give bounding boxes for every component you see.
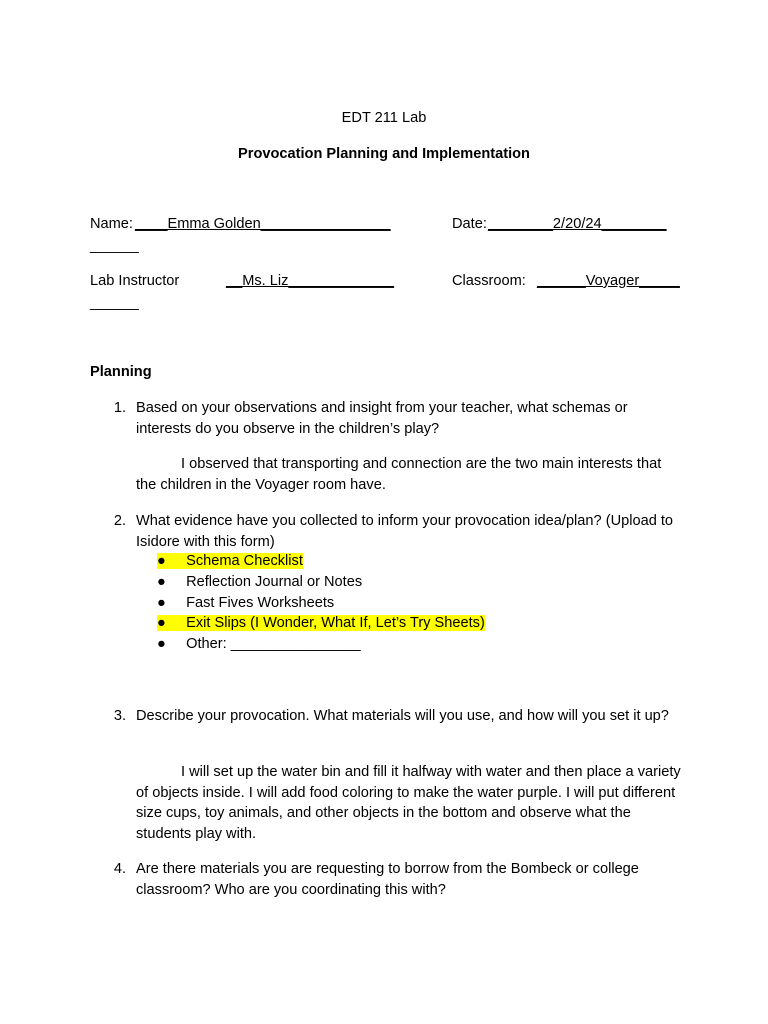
list-item	[157, 593, 334, 614]
bullet-marker: ●	[157, 553, 187, 569]
question-text: What evidence have you collected to inform your provocation idea/plan? (Upload to Isidore with this form)	[136, 513, 674, 550]
instructor-label: Lab Instructor	[90, 273, 180, 289]
bullet-marker: ●	[157, 615, 187, 631]
bullet-text: Fast Fives Worksheets	[186, 595, 335, 611]
bullet-text: Reflection Journal or Notes	[186, 574, 363, 590]
bullet-marker: ●	[157, 574, 187, 590]
list-item	[157, 613, 485, 634]
date-label: Date:	[452, 216, 487, 232]
question-number: 3.	[113, 708, 126, 724]
list-item	[157, 551, 303, 572]
course-title: EDT 211 Lab	[341, 110, 427, 126]
question-text: Based on your observations and insight from your teacher, what schemas or interests do you observe in the children’s play?	[136, 400, 628, 437]
instructor-value: __Ms. Liz_____________	[226, 273, 394, 289]
question-number: 1.	[113, 400, 126, 416]
bullet-marker: ●	[157, 636, 187, 652]
answer-text: I observed that transporting and connection are the two main interests that the children in the Voyager room have.	[136, 456, 662, 493]
section-heading-planning: Planning	[90, 364, 152, 380]
list-item	[157, 572, 362, 593]
document-title: Provocation Planning and Implementation	[238, 146, 530, 162]
question-number: 4.	[113, 861, 126, 877]
name-label: Name:	[90, 216, 133, 232]
question-text: Describe your provocation. What materials will you use, and how will you set it up?	[136, 708, 669, 724]
date-value: ________2/20/24________	[488, 216, 667, 232]
classroom-label: Classroom:	[452, 273, 526, 289]
name-line-wrap: ______	[90, 238, 139, 254]
list-item	[157, 634, 361, 655]
answer-text: I will set up the water bin and fill it halfway with water and then place a variety of objects inside. I will add food coloring to make the water purple. I will put different size cups, toy animals, and other objects in the bottom and observe what the students play with.	[136, 764, 681, 842]
bullet-text: Schema Checklist	[186, 553, 303, 569]
bullet-marker: ●	[157, 595, 187, 611]
question-text: Are there materials you are requesting to borrow from the Bombeck or college classroom? Who are you coordinating this with?	[136, 861, 639, 898]
classroom-value: ______Voyager_____	[537, 273, 680, 289]
name-value: ____Emma Golden________________	[135, 216, 391, 232]
instructor-line-wrap: ______	[90, 295, 139, 311]
question-number: 2.	[113, 513, 126, 529]
bullet-text: Exit Slips (I Wonder, What If, Let’s Try Sheets)	[186, 615, 485, 631]
bullet-text: Other: ________________	[186, 636, 361, 652]
